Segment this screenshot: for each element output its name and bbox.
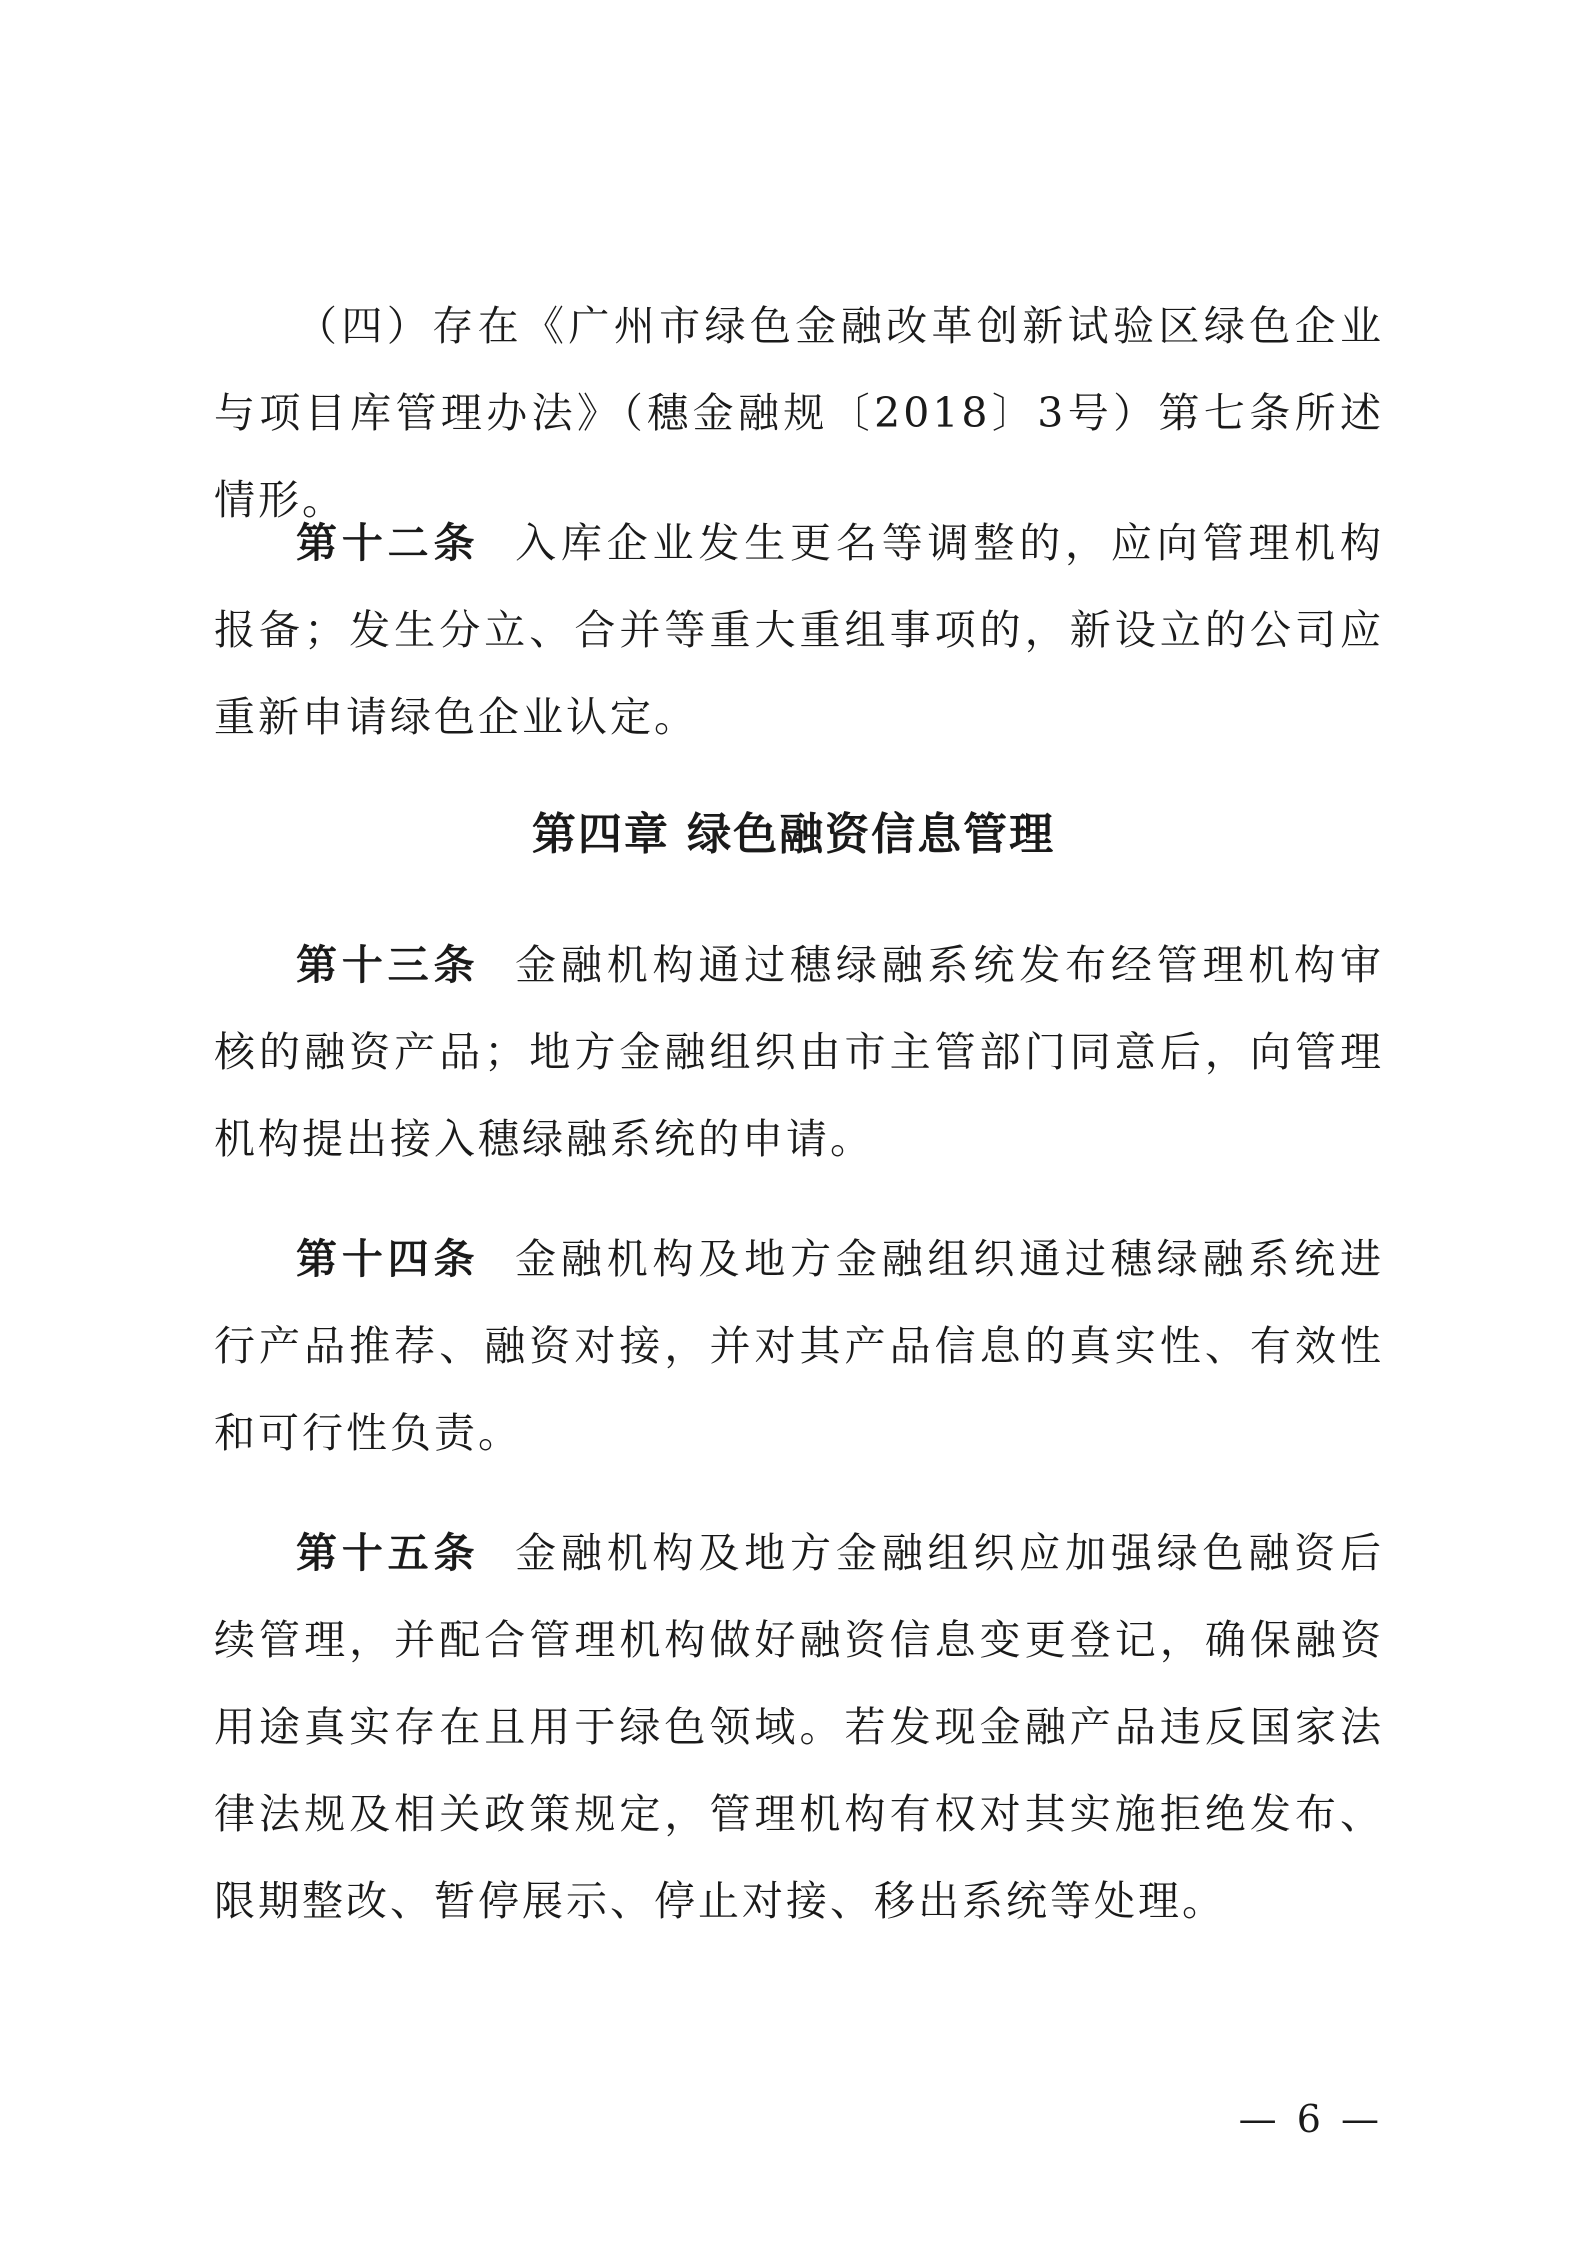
article-text: 金融机构及地方金融组织应加强绿色融资后续管理，并配合管理机构做好融资信息变更登记，确保融资用途真实存在且用于绿色领域。若发现金融产品违反国家法律法规及相关政策规定，管理机构有权对其实施拒绝发布、限期整改、暂停展示、停止对接、移出系统等处理。 — [214, 1529, 1385, 1925]
article-15 — [214, 1510, 1384, 1945]
article-14 — [214, 1216, 1384, 1477]
article-number: 第十二条 — [296, 519, 480, 567]
paragraph-text: （四）存在《广州市绿色金融改革创新试验区绿色企业与项目库管理办法》（穗金融规〔2018〕3号）第七条所述情形。 — [214, 302, 1384, 524]
article-text: 金融机构通过穗绿融系统发布经管理机构审核的融资产品；地方金融组织由市主管部门同意后，向管理机构提出接入穗绿融系统的申请。 — [214, 941, 1385, 1163]
chapter-heading: 第四章 绿色融资信息管理 — [531, 809, 1056, 860]
article-text: 金融机构及地方金融组织通过穗绿融系统进行产品推荐、融资对接，并对其产品信息的真实性、有效性和可行性负责。 — [214, 1235, 1385, 1457]
article-number: 第十五条 — [296, 1529, 480, 1577]
article-text: 入库企业发生更名等调整的，应向管理机构报备；发生分立、合并等重大重组事项的，新设立的公司应重新申请绿色企业认定。 — [214, 519, 1385, 741]
article-12 — [214, 500, 1384, 761]
article-number: 第十四条 — [296, 1235, 480, 1283]
article-13 — [214, 922, 1384, 1183]
page-number: — 6 — — [1238, 2097, 1383, 2141]
article-number: 第十三条 — [296, 941, 480, 989]
